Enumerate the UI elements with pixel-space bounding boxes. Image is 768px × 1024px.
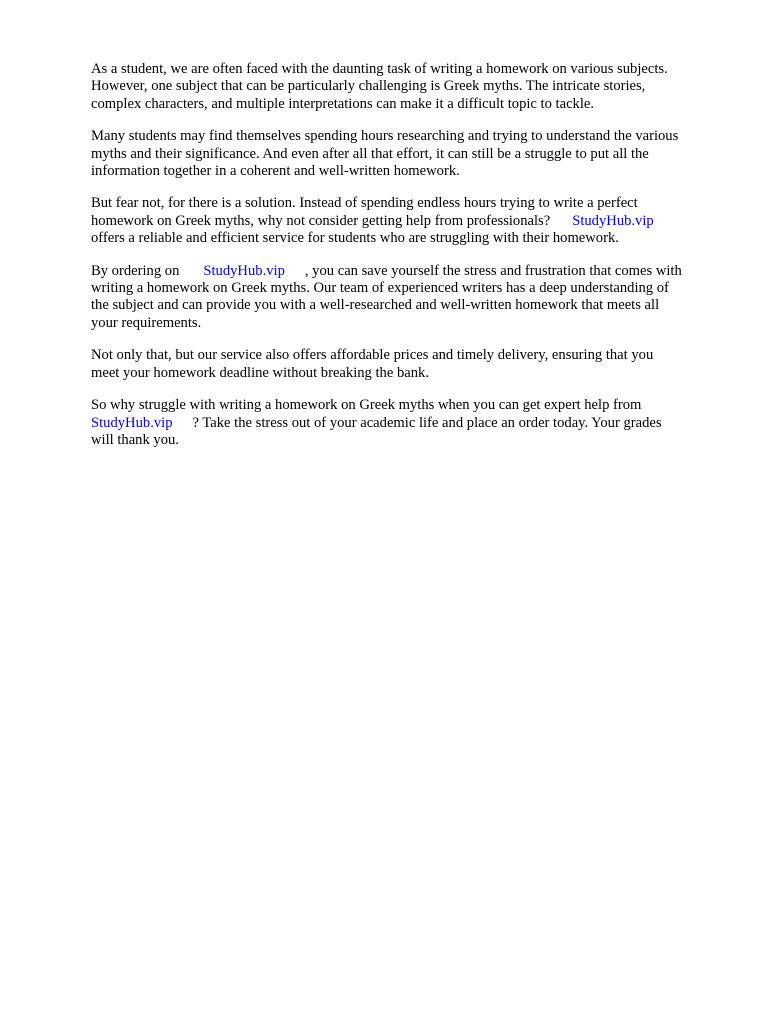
studyhub-link[interactable]: StudyHub.vip xyxy=(572,212,654,229)
text-line: myths and their significance. And even after all that effort, it can still be a struggle to put all the xyxy=(91,145,649,162)
text-line: the subject and can provide you with a well-researched and well-written homework that meets all xyxy=(91,297,660,314)
text-line: Not only that, but our service also offers affordable prices and timely delivery, ensuring that you xyxy=(91,347,654,364)
document-body xyxy=(91,61,727,464)
text-line: offers a reliable and efficient service for students who are struggling with their homework. xyxy=(91,230,619,247)
text-line: will thank you. xyxy=(91,431,179,448)
text-line: As a student, we are often faced with the daunting task of writing a homework on various subjects. xyxy=(91,61,668,77)
paragraph-closing xyxy=(91,397,727,449)
paragraph-pricing xyxy=(91,347,727,382)
paragraph-solution xyxy=(91,195,727,247)
text-line: By ordering on xyxy=(91,262,180,279)
text-line: your requirements. xyxy=(91,314,202,331)
text-line: ? Take the stress out of your academic life and place an order today. Your grades xyxy=(192,414,662,431)
text-line: However, one subject that can be particularly challenging is Greek myths. The intricate stories, xyxy=(91,78,646,95)
text-line: homework on Greek myths, why not consider getting help from professionals? xyxy=(91,212,551,229)
text-line: writing a homework on Greek myths. Our team of experienced writers has a deep understanding of xyxy=(91,280,669,297)
text-line: meet your homework deadline without breaking the bank. xyxy=(91,364,429,381)
text-line: But fear not, for there is a solution. Instead of spending endless hours trying to write a perfect xyxy=(91,195,638,212)
text-line: Many students may find themselves spending hours researching and trying to understand the various xyxy=(91,128,679,145)
text-line: , you can save yourself the stress and frustration that comes with xyxy=(304,262,682,279)
studyhub-link[interactable]: StudyHub.vip xyxy=(203,262,285,279)
studyhub-link[interactable]: StudyHub.vip xyxy=(91,414,173,431)
text-line: information together in a coherent and well-written homework. xyxy=(91,163,460,180)
paragraph-ordering xyxy=(91,263,727,333)
paragraph-intro xyxy=(91,61,727,113)
text-line: So why struggle with writing a homework on Greek myths when you can get expert help from xyxy=(91,397,642,414)
paragraph-research xyxy=(91,128,727,180)
text-line: complex characters, and multiple interpretations can make it a difficult topic to tackle. xyxy=(91,95,595,112)
